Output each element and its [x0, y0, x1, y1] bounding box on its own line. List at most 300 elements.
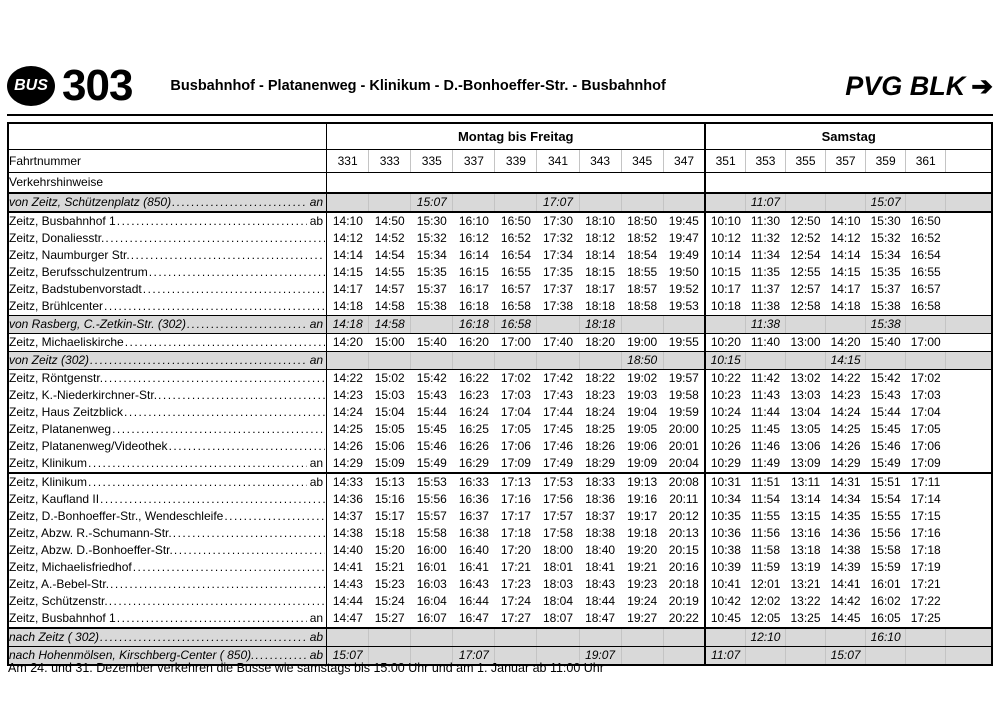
filler-cell — [946, 150, 992, 173]
filler-cell — [946, 628, 992, 647]
time-cell: 19:04 — [627, 405, 658, 419]
time-cell: 19:27 — [627, 611, 658, 625]
dotted-leader — [100, 493, 325, 506]
trip-number: 345 — [621, 150, 663, 173]
time-cell: 16:15 — [458, 265, 489, 279]
station-name: Zeitz, Naumburger Str. — [9, 248, 130, 262]
time-cell: 15:21 — [374, 560, 405, 574]
time-cell — [785, 647, 825, 666]
time-cell: 15:54 — [870, 492, 901, 506]
time-cell: 17:25 — [910, 611, 941, 625]
time-cell: 16:47 — [458, 611, 489, 625]
time-cell: 14:29 — [830, 456, 861, 470]
time-cell: 11:55 — [750, 509, 781, 523]
arrival-departure-label: an — [309, 317, 324, 331]
time-cell: 13:19 — [790, 560, 821, 574]
time-cell: 14:52 — [374, 231, 405, 245]
time-cell: 17:23 — [500, 577, 531, 591]
route-title: Busbahnhof - Platanenweg - Klinikum - D.-Bonhoeffer-Str. - Busbahnhof — [170, 78, 666, 94]
time-cell: 15:55 — [870, 509, 901, 523]
time-cell: 13:11 — [785, 473, 825, 491]
time-cell: 10:15 — [705, 264, 745, 281]
corner-cell — [8, 123, 327, 150]
time-cell: 16:57 — [500, 282, 531, 296]
dotted-leader — [112, 423, 325, 436]
time-cell: 20:04 — [668, 456, 699, 470]
time-cell: 18:04 — [543, 594, 574, 608]
time-cell: 17:58 — [543, 526, 574, 540]
time-cell: 16:52 — [500, 231, 531, 245]
station-name: nach Zeitz ( 302) — [9, 630, 100, 644]
time-cell: 18:07 — [543, 611, 574, 625]
station-cell — [8, 281, 327, 298]
time-cell — [537, 352, 579, 370]
time-cell: 16:04 — [416, 594, 447, 608]
time-cell: 15:44 — [870, 405, 901, 419]
day-header-row — [8, 123, 992, 150]
time-cell: 17:02 — [500, 371, 531, 385]
timetable-row — [8, 628, 992, 647]
time-cell: 12:02 — [750, 594, 781, 608]
dotted-leader — [158, 389, 325, 402]
station-name: Zeitz, Badstubenvorstadt — [9, 282, 142, 296]
time-cell: 13:02 — [790, 371, 821, 385]
trip-number-row — [8, 150, 992, 173]
time-cell: 18:40 — [585, 543, 616, 557]
time-cell: 15:02 — [374, 371, 405, 385]
time-cell: 11:38 — [750, 299, 781, 313]
time-cell: 18:29 — [585, 456, 616, 470]
timetable-row — [8, 316, 992, 334]
time-cell: 17:13 — [495, 473, 537, 491]
filler-cell — [946, 559, 992, 576]
dotted-leader — [173, 527, 325, 540]
time-cell: 19:09 — [627, 456, 658, 470]
time-cell: 14:17 — [830, 282, 861, 296]
time-cell: 15:07 — [327, 647, 369, 666]
time-cell: 16:33 — [453, 473, 495, 491]
dotted-leader — [143, 283, 325, 296]
time-cell: 18:15 — [585, 265, 616, 279]
time-cell: 18:20 — [585, 335, 616, 349]
time-cell: 11:37 — [750, 282, 781, 296]
time-cell: 15:38 — [416, 299, 447, 313]
trip-number: 351 — [705, 150, 745, 173]
time-cell: 14:24 — [830, 405, 861, 419]
time-cell: 10:20 — [705, 334, 745, 352]
time-cell: 19:59 — [668, 405, 699, 419]
time-cell — [866, 647, 906, 666]
time-cell: 18:01 — [543, 560, 574, 574]
arrival-departure-label: an — [309, 353, 324, 367]
time-cell: 16:54 — [910, 248, 941, 262]
time-cell: 10:35 — [705, 508, 745, 525]
filler-cell — [946, 525, 992, 542]
time-cell: 18:17 — [585, 282, 616, 296]
time-cell: 19:47 — [668, 231, 699, 245]
time-cell: 13:06 — [790, 439, 821, 453]
time-cell: 16:50 — [495, 212, 537, 230]
time-cell — [621, 628, 663, 647]
arrival-departure-label: ab — [309, 648, 324, 662]
dotted-leader — [104, 300, 325, 313]
time-cell: 11:49 — [750, 456, 781, 470]
station-name: Zeitz, Abzw. R.-Schumann-Str. — [9, 526, 172, 540]
time-cell — [785, 316, 825, 334]
footnote: Am 24. und 31. Dezember verkehren die Busse wie samstags bis 15:00 Uhr und am 1. Januar ab 11:00 Uhr — [8, 661, 604, 675]
time-cell: 16:07 — [416, 611, 447, 625]
dotted-leader — [149, 266, 325, 279]
timetable-row — [8, 491, 992, 508]
time-cell: 13:00 — [790, 335, 821, 349]
filler-cell — [946, 212, 992, 230]
station-cell — [8, 387, 327, 404]
time-cell: 14:36 — [830, 526, 861, 540]
dotted-leader — [100, 631, 307, 644]
trip-number: 361 — [906, 150, 946, 173]
time-cell: 16:36 — [458, 492, 489, 506]
time-cell: 19:49 — [668, 248, 699, 262]
header — [7, 60, 993, 112]
time-cell: 14:45 — [830, 611, 861, 625]
time-cell — [906, 352, 946, 370]
time-cell: 14:18 — [327, 316, 369, 334]
time-cell: 16:01 — [870, 577, 901, 591]
time-cell: 15:17 — [374, 509, 405, 523]
time-cell: 16:10 — [453, 212, 495, 230]
time-cell: 16:40 — [458, 543, 489, 557]
time-cell: 17:53 — [537, 473, 579, 491]
filler-cell — [946, 421, 992, 438]
time-cell: 15:32 — [416, 231, 447, 245]
time-cell: 11:58 — [750, 543, 781, 557]
time-cell: 18:10 — [579, 212, 621, 230]
station-name: Zeitz, Michaelisfriedhof — [9, 560, 132, 574]
time-cell: 16:23 — [458, 388, 489, 402]
time-cell — [906, 628, 946, 647]
time-cell: 14:31 — [826, 473, 866, 491]
time-cell: 14:50 — [369, 212, 411, 230]
time-cell: 17:27 — [500, 611, 531, 625]
time-cell — [537, 316, 579, 334]
time-cell: 14:58 — [369, 316, 411, 334]
time-cell: 17:44 — [543, 405, 574, 419]
time-cell: 10:17 — [705, 281, 745, 298]
time-cell: 16:25 — [458, 422, 489, 436]
time-cell: 16:22 — [458, 371, 489, 385]
time-cell — [453, 628, 495, 647]
time-cell: 16:12 — [458, 231, 489, 245]
filler-cell — [946, 542, 992, 559]
timetable-row — [8, 576, 992, 593]
time-cell: 14:14 — [332, 248, 363, 262]
time-cell: 15:34 — [416, 248, 447, 262]
time-cell: 10:12 — [705, 230, 745, 247]
time-cell: 13:09 — [790, 456, 821, 470]
time-cell: 15:06 — [374, 439, 405, 453]
station-cell — [8, 421, 327, 438]
time-cell: 15:30 — [866, 212, 906, 230]
time-cell: 11:56 — [750, 526, 781, 540]
time-cell: 14:41 — [332, 560, 363, 574]
station-name: Zeitz, Klinikum — [9, 475, 88, 489]
station-name: Zeitz, Schützenstr. — [9, 594, 108, 608]
station-cell — [8, 559, 327, 576]
station-name: Zeitz, Abzw. D.-Bonhoeffer-Str. — [9, 543, 173, 557]
time-cell: 17:57 — [543, 509, 574, 523]
day-group-mon-fri: Montag bis Freitag — [327, 123, 706, 150]
time-cell — [411, 316, 453, 334]
filler-cell — [946, 316, 992, 334]
station-cell — [8, 576, 327, 593]
dotted-leader — [104, 372, 325, 385]
time-cell: 15:37 — [416, 282, 447, 296]
time-cell: 17:05 — [500, 422, 531, 436]
time-cell: 15:07 — [826, 647, 866, 666]
time-cell: 19:21 — [627, 560, 658, 574]
time-cell — [705, 316, 745, 334]
filler-cell — [946, 334, 992, 352]
station-cell — [8, 370, 327, 388]
dotted-leader — [133, 561, 325, 574]
time-cell — [579, 628, 621, 647]
time-cell: 15:07 — [866, 193, 906, 212]
time-cell: 18:55 — [627, 265, 658, 279]
filler-cell — [946, 298, 992, 316]
filler-cell — [946, 230, 992, 247]
time-cell: 15:04 — [374, 405, 405, 419]
station-name: Zeitz, D.-Bonhoeffer-Str., Wendeschleife — [9, 509, 224, 523]
time-cell: 11:35 — [750, 265, 781, 279]
time-cell: 17:15 — [910, 509, 941, 523]
time-cell: 17:30 — [537, 212, 579, 230]
time-cell: 11:07 — [745, 193, 785, 212]
time-cell: 18:18 — [585, 299, 616, 313]
trip-number: 357 — [826, 150, 866, 173]
time-cell: 10:10 — [705, 212, 745, 230]
station-cell — [8, 628, 327, 647]
time-cell: 15:32 — [870, 231, 901, 245]
time-cell — [663, 628, 705, 647]
time-cell: 17:24 — [500, 594, 531, 608]
time-cell: 17:11 — [906, 473, 946, 491]
time-cell: 15:49 — [870, 456, 901, 470]
time-cell: 11:07 — [705, 647, 745, 666]
time-cell: 20:13 — [668, 526, 699, 540]
filler-cell — [946, 593, 992, 610]
time-cell: 18:12 — [585, 231, 616, 245]
time-cell: 15:18 — [374, 526, 405, 540]
time-cell: 10:26 — [705, 438, 745, 455]
timetable-row — [8, 334, 992, 352]
station-cell — [8, 334, 327, 352]
trip-number: 337 — [453, 150, 495, 173]
time-cell: 20:12 — [668, 509, 699, 523]
time-cell: 16:18 — [453, 316, 495, 334]
time-cell: 12:58 — [790, 299, 821, 313]
time-cell: 11:32 — [750, 231, 781, 245]
time-cell: 17:07 — [537, 193, 579, 212]
trip-number: 335 — [411, 150, 453, 173]
trip-number: 359 — [866, 150, 906, 173]
filler-cell — [946, 404, 992, 421]
time-cell: 13:14 — [790, 492, 821, 506]
trip-number: 331 — [327, 150, 369, 173]
filler-cell — [946, 370, 992, 388]
filler-cell — [946, 247, 992, 264]
time-cell: 11:30 — [745, 212, 785, 230]
station-name: Zeitz, Röntgenstr. — [9, 371, 104, 385]
timetable-row — [8, 455, 992, 473]
time-cell: 19:13 — [621, 473, 663, 491]
filler-cell — [946, 438, 992, 455]
time-cell — [537, 628, 579, 647]
time-cell: 13:16 — [790, 526, 821, 540]
station-cell — [8, 316, 327, 334]
time-cell: 12:55 — [790, 265, 821, 279]
time-cell: 17:18 — [500, 526, 531, 540]
trip-number: 333 — [369, 150, 411, 173]
station-cell — [8, 193, 327, 212]
time-cell: 10:38 — [705, 542, 745, 559]
time-cell: 20:22 — [668, 611, 699, 625]
filler-cell — [946, 508, 992, 525]
time-cell: 18:18 — [579, 316, 621, 334]
time-cell: 17:22 — [910, 594, 941, 608]
time-cell — [826, 193, 866, 212]
dotted-leader — [131, 249, 325, 262]
time-cell: 14:25 — [830, 422, 861, 436]
time-cell — [785, 352, 825, 370]
time-cell: 14:57 — [374, 282, 405, 296]
station-cell — [8, 264, 327, 281]
time-cell — [495, 628, 537, 647]
time-cell: 15:35 — [416, 265, 447, 279]
filler-cell — [946, 193, 992, 212]
dotted-leader — [172, 196, 307, 209]
time-cell — [906, 647, 946, 666]
timetable-row — [8, 473, 992, 491]
time-cell: 15:59 — [870, 560, 901, 574]
station-cell — [8, 455, 327, 473]
time-cell — [705, 628, 745, 647]
timetable-row — [8, 193, 992, 212]
time-cell: 14:40 — [332, 543, 363, 557]
time-cell: 16:55 — [910, 265, 941, 279]
time-cell: 14:35 — [830, 509, 861, 523]
time-cell: 10:31 — [705, 473, 745, 491]
time-cell: 13:22 — [790, 594, 821, 608]
time-cell: 18:00 — [543, 543, 574, 557]
time-cell: 20:11 — [669, 492, 699, 506]
station-name: Zeitz, Donaliesstr. — [9, 231, 105, 245]
time-cell: 17:45 — [543, 422, 574, 436]
station-cell — [8, 491, 327, 508]
time-cell: 18:03 — [543, 577, 574, 591]
time-cell — [495, 193, 537, 212]
time-cell: 11:45 — [750, 422, 781, 436]
station-cell — [8, 247, 327, 264]
station-cell — [8, 542, 327, 559]
time-cell: 16:01 — [416, 560, 447, 574]
time-cell: 18:43 — [585, 577, 616, 591]
time-cell: 18:58 — [627, 299, 658, 313]
time-cell: 15:57 — [416, 509, 447, 523]
time-cell: 16:44 — [458, 594, 489, 608]
time-cell: 18:37 — [585, 509, 616, 523]
time-cell: 16:29 — [458, 456, 489, 470]
time-cell: 16:57 — [910, 282, 941, 296]
time-cell: 13:25 — [790, 611, 821, 625]
station-name: Zeitz, A.-Bebel-Str. — [9, 577, 110, 591]
time-cell: 11:38 — [745, 316, 785, 334]
station-cell — [8, 593, 327, 610]
time-cell: 14:23 — [332, 388, 363, 402]
time-cell: 15:34 — [870, 248, 901, 262]
filler-cell — [946, 352, 992, 370]
time-cell: 10:24 — [705, 404, 745, 421]
time-cell — [453, 352, 495, 370]
time-cell: 19:20 — [627, 543, 658, 557]
time-cell — [745, 352, 785, 370]
time-cell: 10:25 — [705, 421, 745, 438]
dotted-leader — [169, 440, 326, 453]
time-cell: 13:03 — [790, 388, 821, 402]
station-name: Zeitz, Platanenweg — [9, 422, 112, 436]
time-cell: 14:29 — [332, 456, 363, 470]
time-cell: 17:16 — [500, 492, 531, 506]
time-cell: 14:15 — [830, 265, 861, 279]
bus-badge-icon: BUS — [7, 66, 55, 106]
station-cell — [8, 473, 327, 491]
timetable-row — [8, 281, 992, 298]
time-cell: 17:42 — [543, 371, 574, 385]
time-cell: 17:21 — [910, 577, 941, 591]
time-cell: 17:19 — [910, 560, 941, 574]
time-cell: 15:51 — [866, 473, 906, 491]
station-cell — [8, 508, 327, 525]
time-cell: 17:09 — [910, 456, 941, 470]
time-cell: 15:23 — [374, 577, 405, 591]
trip-number: 339 — [495, 150, 537, 173]
time-cell: 14:10 — [826, 212, 866, 230]
time-cell — [495, 352, 537, 370]
time-cell — [369, 352, 411, 370]
timetable-row — [8, 404, 992, 421]
time-cell: 11:59 — [750, 560, 781, 574]
time-cell: 17:20 — [500, 543, 531, 557]
time-cell: 17:03 — [500, 388, 531, 402]
time-cell: 18:50 — [621, 352, 663, 370]
time-cell: 19:00 — [627, 335, 658, 349]
station-name: Zeitz, Michaeliskirche — [9, 335, 124, 349]
time-cell: 19:45 — [663, 212, 705, 230]
time-cell — [785, 628, 825, 647]
time-cell: 18:38 — [585, 526, 616, 540]
time-cell: 19:02 — [627, 371, 658, 385]
station-cell — [8, 212, 327, 230]
time-cell: 19:07 — [579, 647, 621, 666]
filler-cell — [946, 387, 992, 404]
time-cell: 15:38 — [870, 299, 901, 313]
time-cell: 15:35 — [870, 265, 901, 279]
time-cell: 15:16 — [374, 492, 405, 506]
time-cell: 14:42 — [830, 594, 861, 608]
time-cell: 16:05 — [870, 611, 901, 625]
time-cell: 16:26 — [458, 439, 489, 453]
timetable-row — [8, 370, 992, 388]
trip-number: 343 — [579, 150, 621, 173]
